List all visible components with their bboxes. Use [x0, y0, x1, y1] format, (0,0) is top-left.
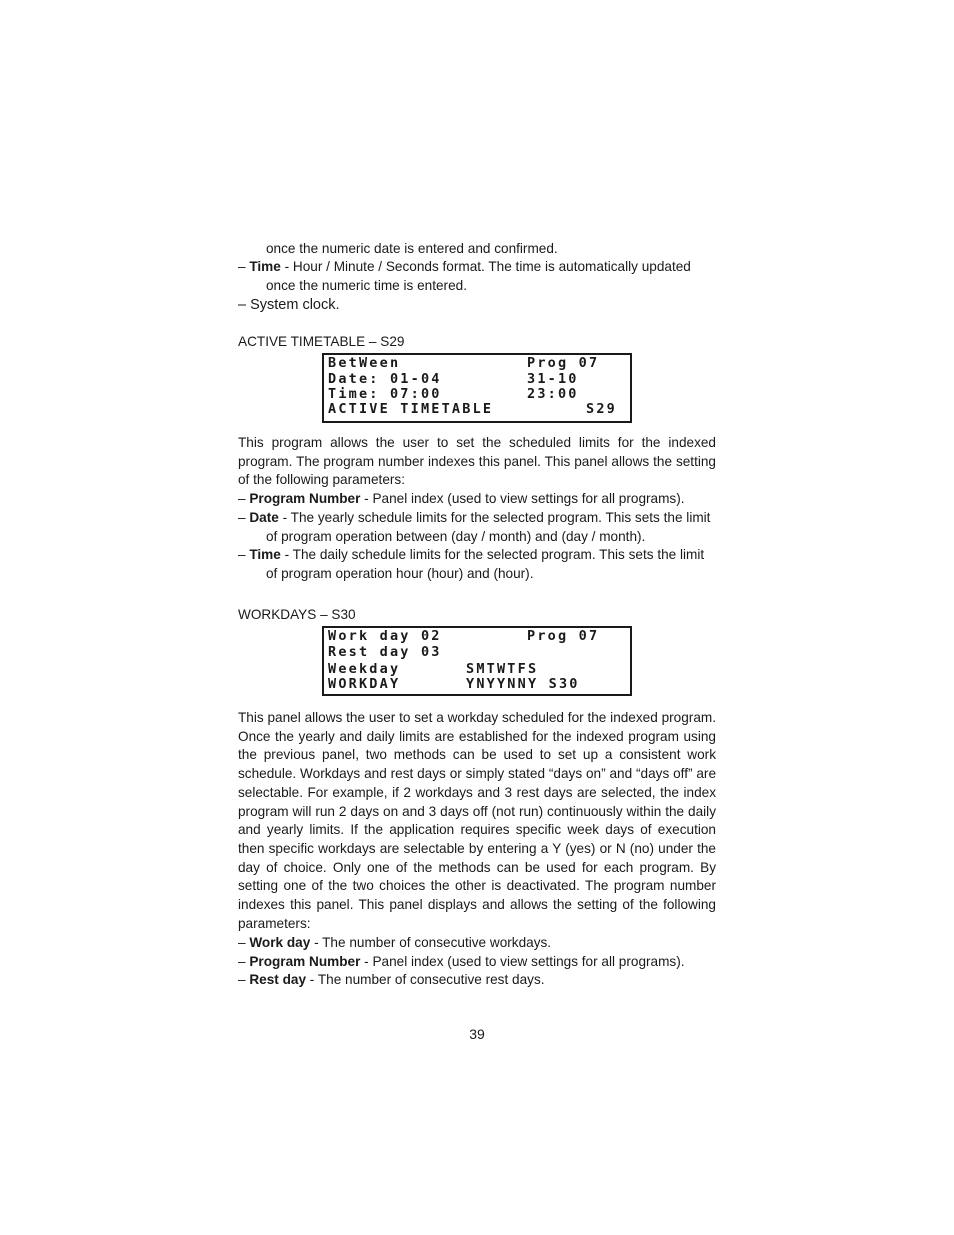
- dash: –: [238, 510, 250, 525]
- param-item: [238, 490, 716, 509]
- term-description: - Panel index (used to view settings for all programs).: [360, 954, 685, 969]
- lcd-cell: 31-10: [527, 371, 579, 387]
- dash: –: [238, 547, 250, 562]
- param-item-cont: of program operation between (day / month) and (day / month).: [266, 529, 646, 544]
- lcd-cell: Work day 02: [328, 628, 442, 644]
- lcd-panel-s29: [322, 353, 632, 423]
- param-item-cont: of program operation hour (hour) and (hour).: [266, 566, 534, 581]
- lcd-cell: BetWeen: [328, 355, 401, 371]
- term-rest-day: Rest day: [249, 972, 307, 987]
- param-item: [238, 546, 716, 565]
- term-description: - The number of consecutive rest days.: [306, 972, 545, 987]
- lcd-cell: Rest day 03: [328, 644, 442, 660]
- lcd-cell: ACTIVE TIMETABLE: [328, 401, 494, 417]
- lcd-row: [328, 356, 627, 371]
- lcd-row: [328, 629, 627, 644]
- lcd-cell: YNYYNNY S30: [466, 676, 580, 692]
- lcd-row: [328, 402, 627, 417]
- time-item-cont: once the numeric time is entered.: [266, 278, 467, 293]
- param-item: [238, 509, 716, 528]
- term-description: - Hour / Minute / Seconds format. The time is automatically updated: [280, 259, 691, 274]
- term-work-day: Work day: [249, 935, 311, 950]
- dash: –: [238, 259, 250, 274]
- lcd-cell: S29: [586, 401, 617, 417]
- lcd-cell: 23:00: [527, 386, 579, 402]
- lcd-cell: Time: 07:00: [328, 386, 442, 402]
- lcd-cell: Prog 07: [527, 355, 600, 371]
- lcd-row: [328, 645, 627, 660]
- term-program-number: Program Number: [249, 491, 361, 506]
- lcd-cell: Date: 01-04: [328, 371, 442, 387]
- dash: –: [238, 972, 250, 987]
- lcd-cell: SMTWTFS: [466, 661, 539, 677]
- term-program-number: Program Number: [249, 954, 361, 969]
- section-heading-s29: ACTIVE TIMETABLE – S29: [238, 334, 405, 349]
- term-description: - The yearly schedule limits for the selected program. This sets the limit: [278, 510, 711, 525]
- time-item: [238, 258, 716, 277]
- lcd-row: [328, 387, 627, 402]
- lcd-row: [328, 662, 627, 677]
- dash: –: [238, 954, 250, 969]
- term-time: Time: [249, 547, 281, 562]
- section-heading-s30: WORKDAYS – S30: [238, 607, 356, 622]
- term-description: - The daily schedule limits for the selected program. This sets the limit: [280, 547, 705, 562]
- system-clock-item: – System clock.: [238, 297, 340, 313]
- paragraph-s29: This program allows the user to set the scheduled limits for the indexed program. The program number indexes this panel. This panel allows the setting of the following parameters:: [238, 435, 716, 488]
- lcd-row: [328, 372, 627, 387]
- lcd-cell: WORKDAY: [328, 676, 401, 692]
- param-item: [238, 934, 716, 953]
- paragraph-s30: This panel allows the user to set a workday scheduled for the indexed program. Once the yearly and daily limits are established for the indexed program using the previous panel, two methods can be used to set up a consistent work schedule. Workdays and rest days or simply stated “days on” and “days off” are selectable. For example, if 2 workdays and 3 rest days are selected, the index program will run 2 days on and 3 days off (not run) continuously within the daily and yearly limits. If the application requires specific week days of execution then specific workdays are selectable by entering a Y (yes) or N (no) under the day of choice. Only one of the methods can be used for each program. By setting one of the two choices the other is deactivated. The program number indexes this panel. This panel displays and allows the setting of the following parameters:: [238, 710, 716, 931]
- term-description: - The number of consecutive workdays.: [310, 935, 552, 950]
- lcd-panel-s30: [322, 626, 632, 696]
- lcd-cell: Weekday: [328, 661, 401, 677]
- lcd-row: [328, 677, 627, 692]
- page-number: 39: [469, 1026, 485, 1042]
- term-description: - Panel index (used to view settings for all programs).: [360, 491, 685, 506]
- param-item: [238, 971, 716, 990]
- continuation-line: once the numeric date is entered and confirmed.: [266, 241, 558, 256]
- term-date: Date: [249, 510, 279, 525]
- param-item: [238, 953, 716, 972]
- lcd-cell: Prog 07: [527, 628, 600, 644]
- term-time: Time: [249, 259, 281, 274]
- dash: –: [238, 491, 250, 506]
- dash: –: [238, 935, 250, 950]
